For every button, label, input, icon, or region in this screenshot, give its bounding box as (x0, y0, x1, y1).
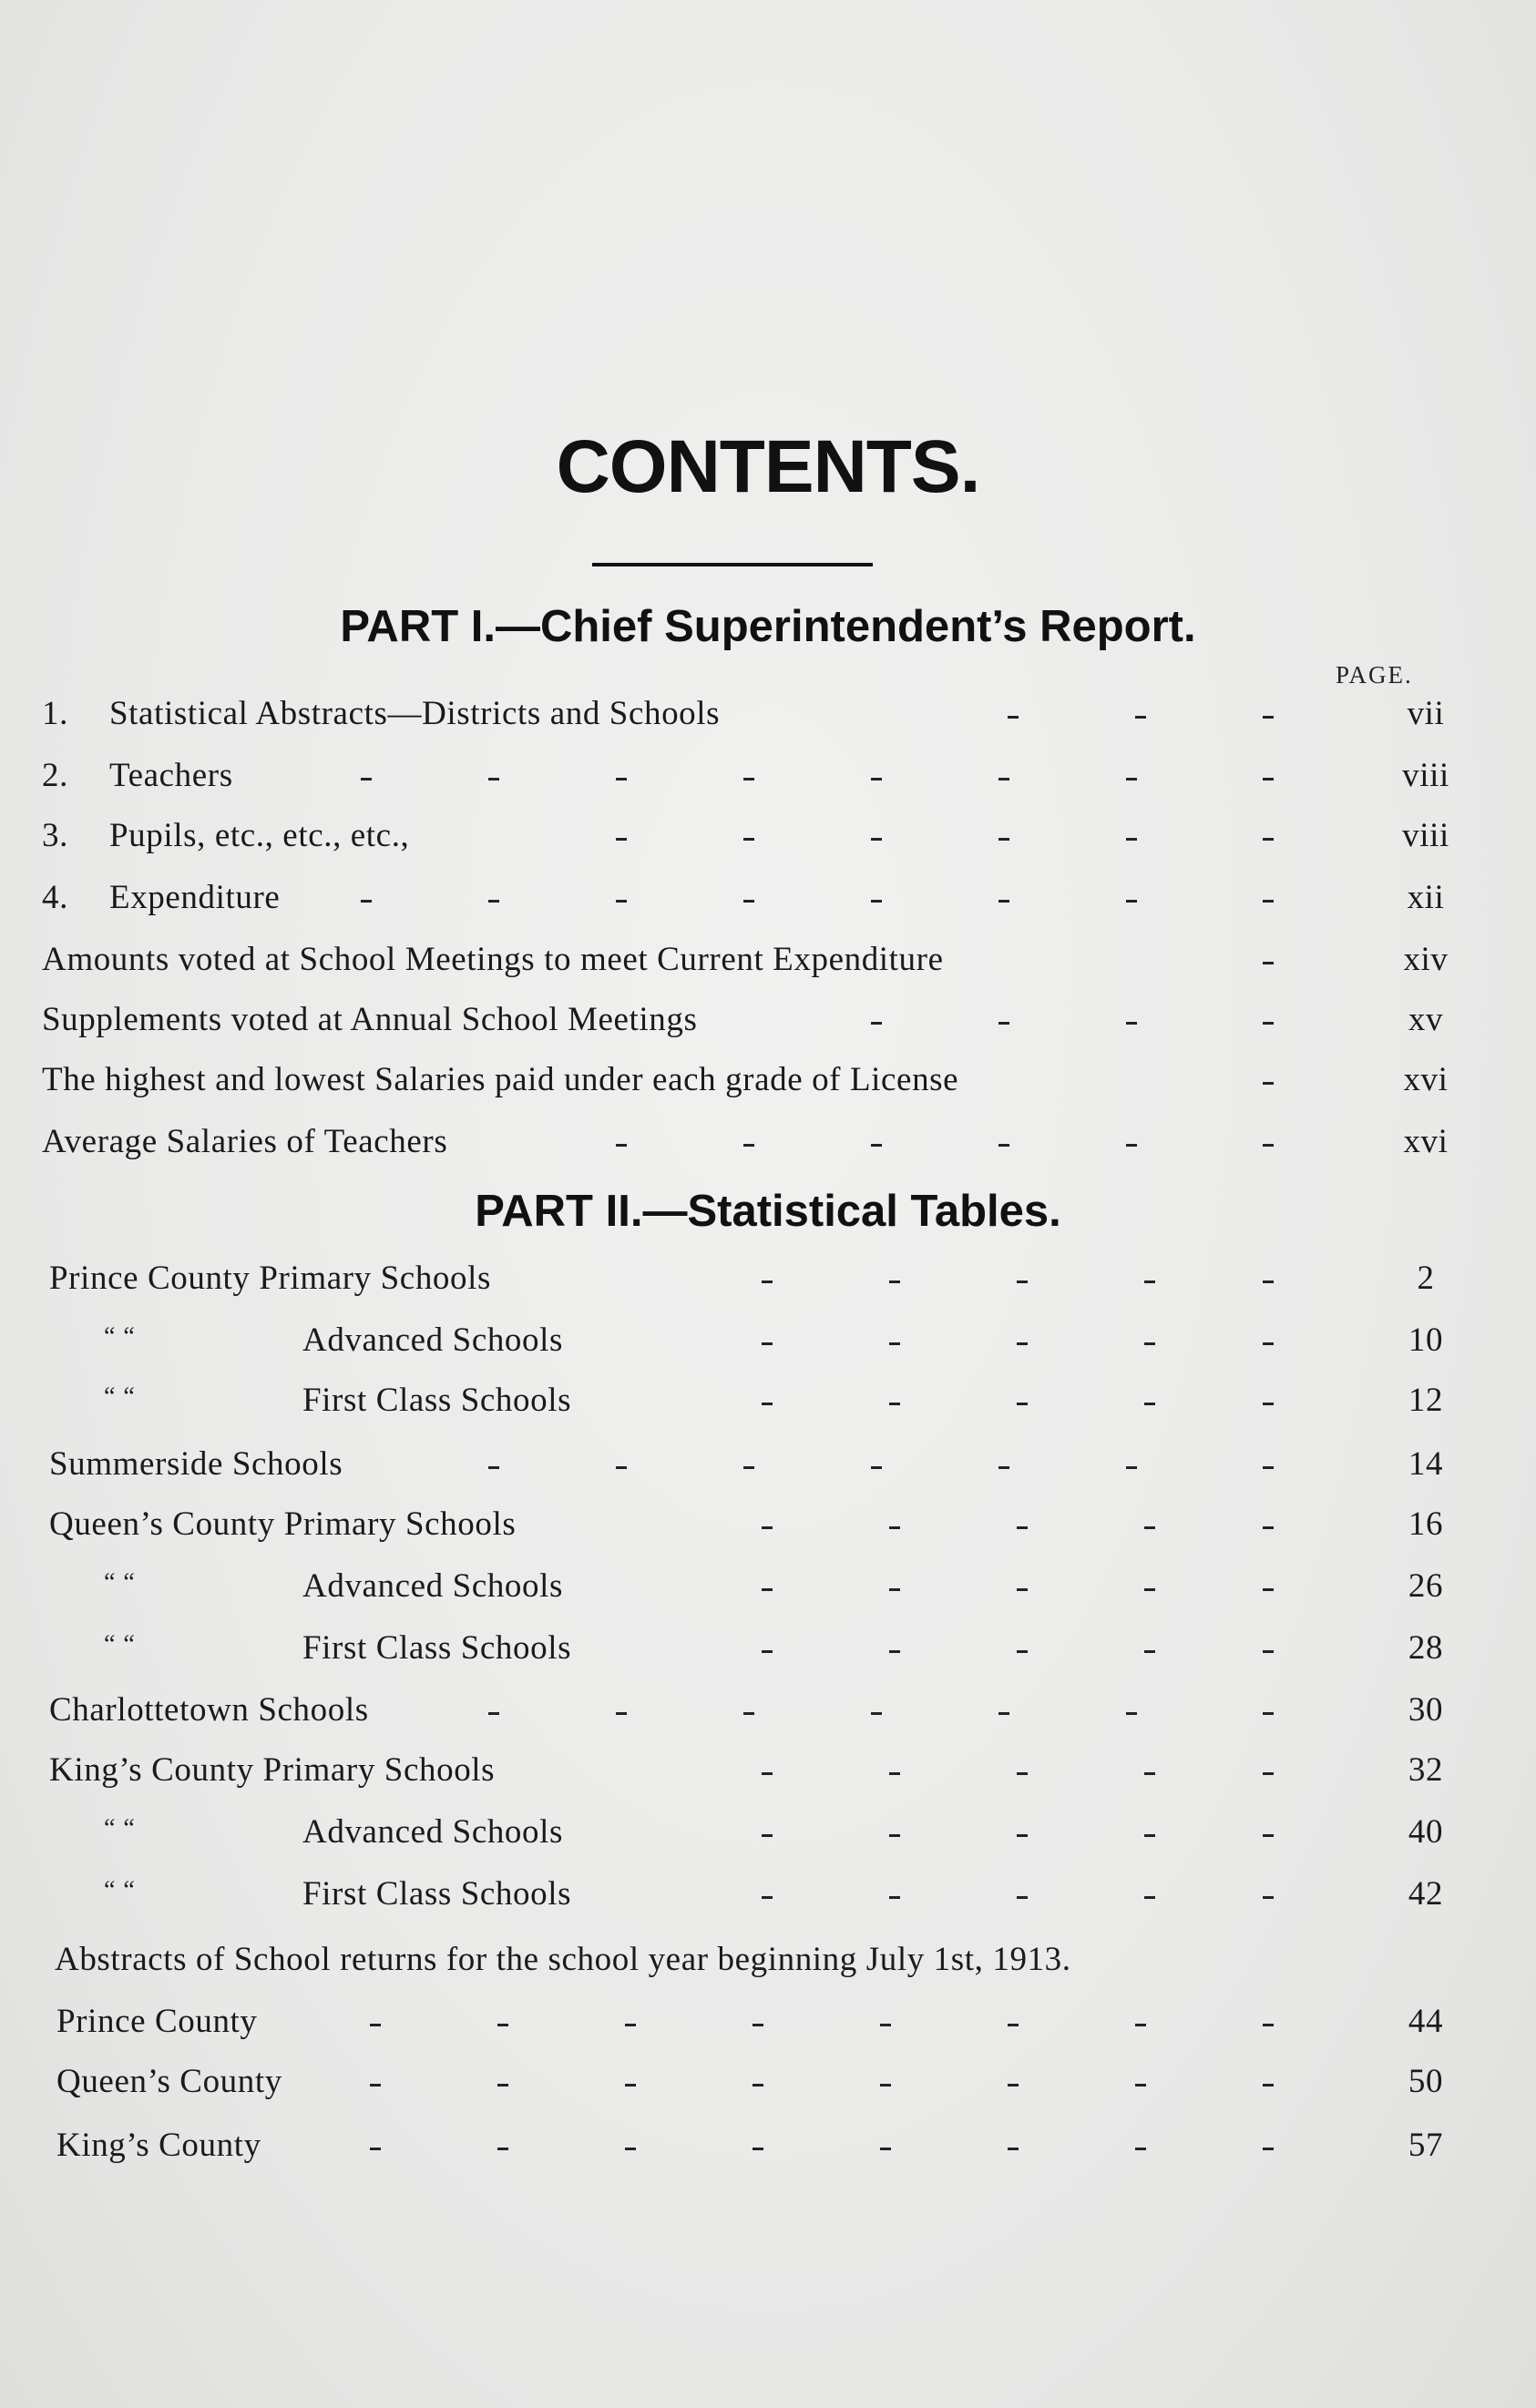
leader-dash (370, 2148, 381, 2150)
ditto-marks: “ “ (104, 1322, 136, 1351)
leader-dash (1263, 1896, 1274, 1899)
entry-page-number: xv (1408, 1001, 1444, 1038)
leader-dash (889, 1772, 900, 1775)
leader-dash (616, 838, 627, 841)
toc-entry (42, 756, 1536, 811)
leader-dash (889, 1342, 900, 1345)
entry-label: King’s County (56, 2127, 261, 2164)
entry-label: Pupils, etc., etc., etc., (109, 817, 410, 854)
leader-dash (871, 1144, 882, 1147)
leader-dash (1263, 1403, 1274, 1405)
leader-dash (753, 2084, 763, 2087)
leader-dash (1263, 1712, 1274, 1715)
leader-dash (488, 778, 499, 781)
entry-label: Queen’s County Primary Schools (49, 1505, 517, 1543)
entry-label: Amounts voted at School Meetings to meet Current Expenditure (42, 941, 944, 978)
toc-entry (56, 2126, 1536, 2180)
leader-dash (616, 1712, 627, 1715)
leader-dash (1017, 1281, 1028, 1283)
leader-dash (889, 1281, 900, 1283)
ditto-marks: “ “ (104, 1383, 136, 1411)
entry-page-number: 10 (1408, 1321, 1444, 1359)
leader-dash (497, 2024, 508, 2026)
toc-entry (42, 694, 1536, 749)
leader-dash (880, 2024, 891, 2026)
ditto-marks: “ “ (104, 1814, 136, 1842)
leader-dash (370, 2024, 381, 2026)
page-title: CONTENTS. (556, 425, 980, 508)
entry-page-number: 16 (1408, 1505, 1444, 1543)
entry-page-number: vii (1407, 695, 1445, 732)
leader-dash (616, 1466, 627, 1469)
entry-number: 1. (42, 695, 68, 732)
leader-dash (1017, 1403, 1028, 1405)
leader-dash (1017, 1526, 1028, 1529)
part1-heading: PART I.—Chief Superintendent’s Report. (340, 602, 1196, 651)
leader-dash (625, 2148, 636, 2150)
leader-dash (871, 778, 882, 781)
leader-dash (1017, 1342, 1028, 1345)
entry-label: Prince County Primary Schools (49, 1260, 492, 1297)
entry-page-number: 2 (1417, 1260, 1435, 1297)
leader-dash (616, 778, 627, 781)
entry-page-number: 50 (1408, 2063, 1444, 2100)
leader-dash (1263, 1082, 1274, 1085)
leader-dash (625, 2084, 636, 2087)
leader-dash (743, 1712, 754, 1715)
leader-dash (1126, 1712, 1137, 1715)
leader-dash (1263, 2084, 1274, 2087)
leader-dash (762, 1896, 773, 1899)
leader-dash (1263, 2024, 1274, 2026)
leader-dash (625, 2024, 636, 2026)
entry-page-number: 57 (1408, 2127, 1444, 2164)
entry-number: 3. (42, 817, 68, 854)
leader-dash (998, 778, 1009, 781)
leader-dash (1135, 2148, 1146, 2150)
leader-dash (743, 900, 754, 903)
entry-page-number: 28 (1408, 1629, 1444, 1667)
leader-dash (1126, 838, 1137, 841)
leader-dash (1126, 778, 1137, 781)
leader-dash (1263, 778, 1274, 781)
leader-dash (762, 1834, 773, 1837)
leader-dash (1144, 1772, 1155, 1775)
entry-label: Charlottetown Schools (49, 1691, 369, 1729)
leader-dash (1126, 900, 1137, 903)
toc-entry (56, 2002, 1536, 2056)
leader-dash (753, 2024, 763, 2026)
leader-dash (1008, 2024, 1019, 2026)
leader-dash (762, 1588, 773, 1591)
toc-entry (42, 1122, 1536, 1177)
toc-entry (49, 1750, 1536, 1805)
toc-entry (42, 816, 1536, 871)
leader-dash (889, 1403, 900, 1405)
leader-dash (497, 2084, 508, 2087)
leader-dash (1017, 1896, 1028, 1899)
leader-dash (1017, 1834, 1028, 1837)
leader-dash (753, 2148, 763, 2150)
leader-dash (1144, 1588, 1155, 1591)
entry-page-number: xvi (1403, 1061, 1449, 1098)
leader-dash (762, 1650, 773, 1653)
entry-page-number: 44 (1408, 2003, 1444, 2040)
leader-dash (743, 838, 754, 841)
toc-entry (49, 1444, 1536, 1499)
leader-dash (889, 1526, 900, 1529)
leader-dash (1263, 1650, 1274, 1653)
page-column-header: PAGE. (1336, 661, 1413, 689)
leader-dash (1126, 1022, 1137, 1025)
leader-dash (1263, 1342, 1274, 1345)
leader-dash (1263, 1588, 1274, 1591)
leader-dash (880, 2084, 891, 2087)
leader-dash (762, 1403, 773, 1405)
toc-entry (49, 1566, 1536, 1621)
leader-dash (616, 900, 627, 903)
title-rule (592, 563, 873, 566)
leader-dash (1263, 1281, 1274, 1283)
leader-dash (1126, 1466, 1137, 1469)
leader-dash (1263, 962, 1274, 964)
leader-dash (871, 900, 882, 903)
leader-dash (1008, 2084, 1019, 2087)
entry-page-number: 40 (1408, 1813, 1444, 1851)
toc-entry (49, 1812, 1536, 1867)
entry-page-number: 14 (1408, 1445, 1444, 1483)
leader-dash (1263, 716, 1274, 719)
toc-entry (42, 940, 1536, 995)
leader-dash (762, 1281, 773, 1283)
entry-label: Average Salaries of Teachers (42, 1123, 448, 1160)
ditto-marks: “ “ (104, 1630, 136, 1658)
leader-dash (1263, 1466, 1274, 1469)
leader-dash (488, 1466, 499, 1469)
leader-dash (1263, 1144, 1274, 1147)
leader-dash (889, 1650, 900, 1653)
leader-dash (998, 838, 1009, 841)
leader-dash (1263, 900, 1274, 903)
entry-label: First Class Schools (302, 1875, 572, 1913)
entry-page-number: viii (1402, 817, 1449, 854)
leader-dash (361, 900, 372, 903)
entry-label: Expenditure (109, 879, 281, 916)
entry-label: Supplements voted at Annual School Meetings (42, 1001, 698, 1038)
entry-page-number: xiv (1403, 941, 1449, 978)
toc-entry (42, 1000, 1536, 1055)
leader-dash (743, 778, 754, 781)
leader-dash (1144, 1342, 1155, 1345)
entry-page-number: xvi (1403, 1123, 1449, 1160)
leader-dash (1263, 1772, 1274, 1775)
leader-dash (361, 778, 372, 781)
leader-dash (1008, 716, 1019, 719)
leader-dash (1263, 1022, 1274, 1025)
ditto-marks: “ “ (104, 1876, 136, 1904)
toc-entry (49, 1690, 1536, 1745)
leader-dash (1263, 2148, 1274, 2150)
entry-label: Queen’s County (56, 2063, 282, 2100)
entry-page-number: viii (1402, 757, 1449, 794)
leader-dash (1144, 1834, 1155, 1837)
entry-number: 2. (42, 757, 68, 794)
leader-dash (1144, 1650, 1155, 1653)
toc-entry (49, 1505, 1536, 1559)
leader-dash (616, 1144, 627, 1147)
entry-label: Teachers (109, 757, 233, 794)
entry-page-number: 30 (1408, 1691, 1444, 1729)
leader-dash (998, 900, 1009, 903)
leader-dash (370, 2084, 381, 2087)
leader-dash (998, 1144, 1009, 1147)
leader-dash (889, 1834, 900, 1837)
leader-dash (998, 1712, 1009, 1715)
entry-label: Statistical Abstracts—Districts and Schools (109, 695, 721, 732)
entry-page-number: 12 (1408, 1382, 1444, 1419)
leader-dash (871, 1466, 882, 1469)
entry-label: Advanced Schools (302, 1813, 564, 1851)
leader-dash (488, 1712, 499, 1715)
toc-entry (42, 1060, 1536, 1115)
leader-dash (1017, 1772, 1028, 1775)
toc-entry (49, 1628, 1536, 1683)
leader-dash (871, 838, 882, 841)
leader-dash (762, 1342, 773, 1345)
leader-dash (1135, 2024, 1146, 2026)
leader-dash (1135, 716, 1146, 719)
entry-label: Summerside Schools (49, 1445, 343, 1483)
entry-page-number: xii (1407, 879, 1445, 916)
leader-dash (871, 1712, 882, 1715)
entry-label: Advanced Schools (302, 1567, 564, 1605)
part2-heading: PART II.—Statistical Tables. (475, 1187, 1061, 1236)
entry-page-number: 26 (1408, 1567, 1444, 1605)
leader-dash (1135, 2084, 1146, 2087)
leader-dash (1008, 2148, 1019, 2150)
leader-dash (743, 1144, 754, 1147)
leader-dash (998, 1466, 1009, 1469)
leader-dash (743, 1466, 754, 1469)
leader-dash (998, 1022, 1009, 1025)
entry-page-number: 32 (1408, 1751, 1444, 1789)
toc-entry (49, 1381, 1536, 1435)
leader-dash (1144, 1403, 1155, 1405)
leader-dash (497, 2148, 508, 2150)
leader-dash (1263, 838, 1274, 841)
entry-label: First Class Schools (302, 1629, 572, 1667)
ditto-marks: “ “ (104, 1568, 136, 1597)
leader-dash (889, 1896, 900, 1899)
leader-dash (1263, 1526, 1274, 1529)
entry-page-number: 42 (1408, 1875, 1444, 1913)
leader-dash (1144, 1526, 1155, 1529)
entry-label: Advanced Schools (302, 1321, 564, 1359)
leader-dash (889, 1588, 900, 1591)
leader-dash (1126, 1144, 1137, 1147)
toc-entry (49, 1259, 1536, 1313)
leader-dash (880, 2148, 891, 2150)
entry-number: 4. (42, 879, 68, 916)
leader-dash (871, 1022, 882, 1025)
leader-dash (762, 1526, 773, 1529)
toc-entry (49, 1321, 1536, 1375)
entry-label: King’s County Primary Schools (49, 1751, 496, 1789)
entry-label: The highest and lowest Salaries paid under each grade of License (42, 1061, 959, 1098)
toc-entry (56, 2062, 1536, 2117)
leader-dash (1017, 1588, 1028, 1591)
leader-dash (1144, 1896, 1155, 1899)
toc-entry (42, 878, 1536, 933)
leader-dash (488, 900, 499, 903)
abstracts-note-text: Abstracts of School returns for the school year beginning July 1st, 1913. (55, 1941, 1071, 1978)
toc-entry (49, 1874, 1536, 1929)
entry-label: Prince County (56, 2003, 258, 2040)
leader-dash (1144, 1281, 1155, 1283)
leader-dash (1263, 1834, 1274, 1837)
entry-label: First Class Schools (302, 1382, 572, 1419)
leader-dash (1017, 1650, 1028, 1653)
leader-dash (762, 1772, 773, 1775)
